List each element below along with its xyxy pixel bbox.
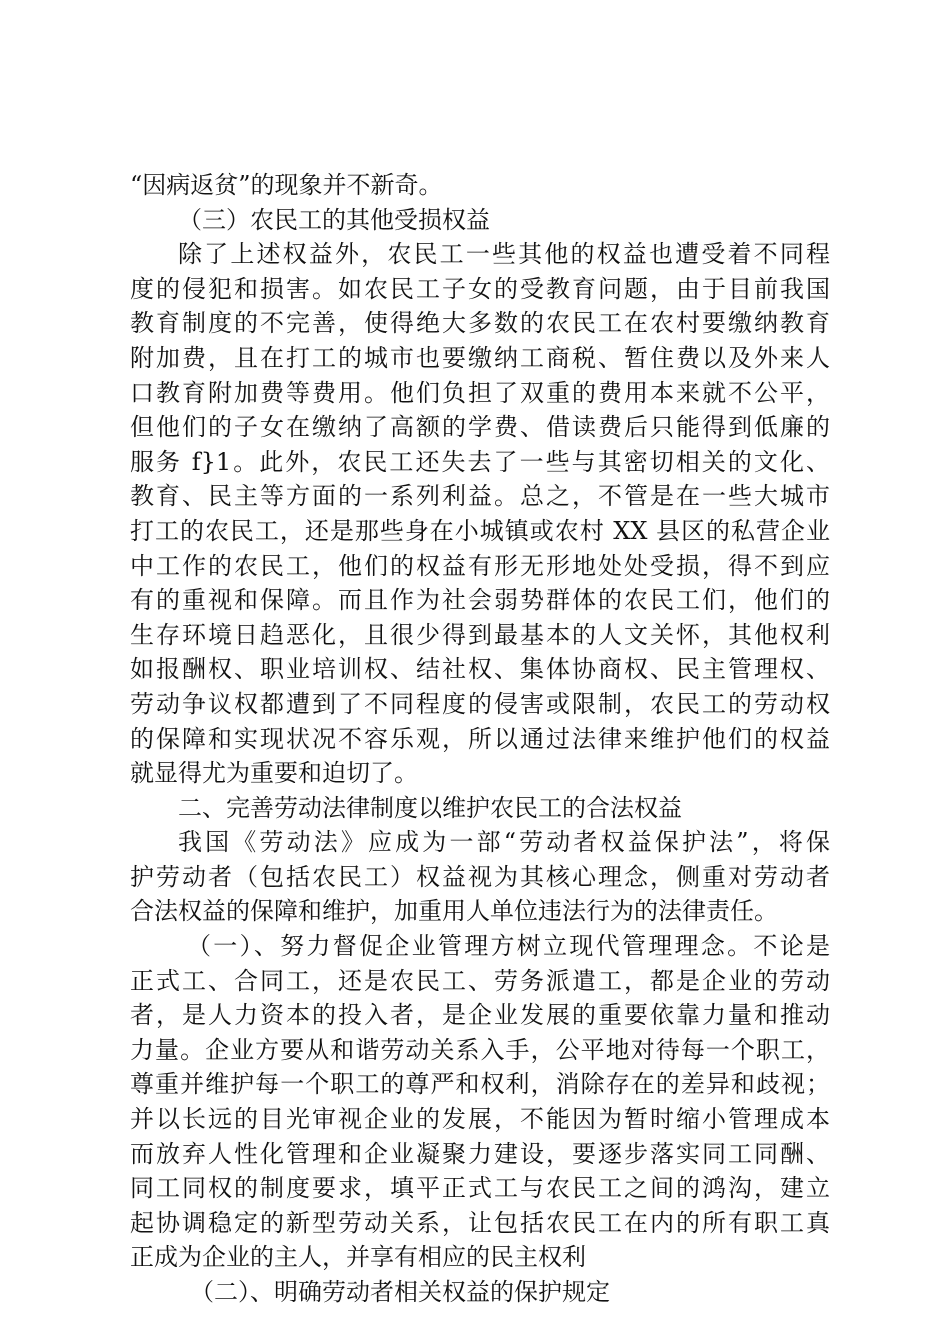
text-line: 的保障和实现状况不容乐观，所以通过法律来维护他们的权益 [130,724,830,753]
text-line: 而放弃人性化管理和企业凝聚力建设，要逐步落实同工同酬、 [130,1139,830,1168]
text-line: 就显得尤为重要和迫切了。 [130,759,418,788]
text-line: 服务 f}1。此外，农民工还失去了一些与其密切相关的文化、 [130,447,830,476]
text-line: 如报酬权、职业培训权、结社权、集体协商权、民主管理权、 [130,655,830,684]
text-line: 护劳动者（包括农民工）权益视为其核心理念，侧重对劳动者 [130,862,830,891]
text-line: 生存环境日趋恶化，且很少得到最基本的人文关怀，其他权利 [130,620,830,649]
text-line: 尊重并维护每一个职工的尊严和权利，消除存在的差异和歧视； [130,1070,830,1099]
text-line: 劳动争议权都遭到了不同程度的侵害或限制，农民工的劳动权 [130,689,830,718]
document-body [130,168,830,1310]
text-line: 者，是人力资本的投入者，是企业发展的重要依靠力量和推动 [130,1001,830,1030]
text-line: 度的侵犯和损害。如农民工子女的受教育问题，由于目前我国 [130,274,830,303]
text-line: 但他们的子女在缴纳了高额的学费、借读费后只能得到低廉的 [130,413,830,442]
text-line: 有的重视和保障。而且作为社会弱势群体的农民工们，他们的 [130,586,830,615]
text-line: 中工作的农民工，他们的权益有形无形地处处受损，得不到应 [130,551,830,580]
text-line: 教育、民主等方面的一系列利益。总之，不管是在一些大城市 [130,482,830,511]
text-line: 力量。企业方要从和谐劳动关系入手，公平地对待每一个职工， [130,1035,830,1064]
text-line: 附加费，且在打工的城市也要缴纳工商税、暂住费以及外来人 [130,343,830,372]
text-line: 教育制度的不完善，使得绝大多数的农民工在农村要缴纳教育 [130,309,830,338]
text-line: 合法权益的保障和维护，加重用人单位违法行为的法律责任。 [130,897,778,926]
text-line: 我国《劳动法》应成为一部“劳动者权益保护法”，将保 [178,828,830,857]
text-line: 除了上述权益外，农民工一些其他的权益也遭受着不同程 [178,240,830,269]
section-heading: （二）、明确劳动者相关权益的保护规定 [190,1278,610,1306]
section-heading: （三）农民工的其他受损权益 [178,205,490,234]
text-line: 打工的农民工，还是那些身在小城镇或农村 XX 县区的私营企业 [130,516,830,545]
text-line: 起协调稳定的新型劳动关系，让包括农民工在内的所有职工真 [130,1208,830,1237]
section-heading: 二、完善劳动法律制度以维护农民工的合法权益 [178,793,682,822]
text-line: （一）、努力督促企业管理方树立现代管理理念。不论是 [187,932,830,961]
text-line: 正式工、合同工，还是农民工、劳务派遣工，都是企业的劳动 [130,966,830,995]
text-line: 口教育附加费等费用。他们负担了双重的费用本来就不公平， [130,378,830,407]
text-line: 并以长远的目光审视企业的发展，不能因为暂时缩小管理成本 [130,1105,830,1134]
text-line: 同工同权的制度要求，填平正式工与农民工之间的鸿沟，建立 [130,1174,830,1203]
text-line: “因病返贫”的现象并不新奇。 [130,171,443,199]
text-line: 正成为企业的主人，并享有相应的民主权利 [130,1243,586,1272]
